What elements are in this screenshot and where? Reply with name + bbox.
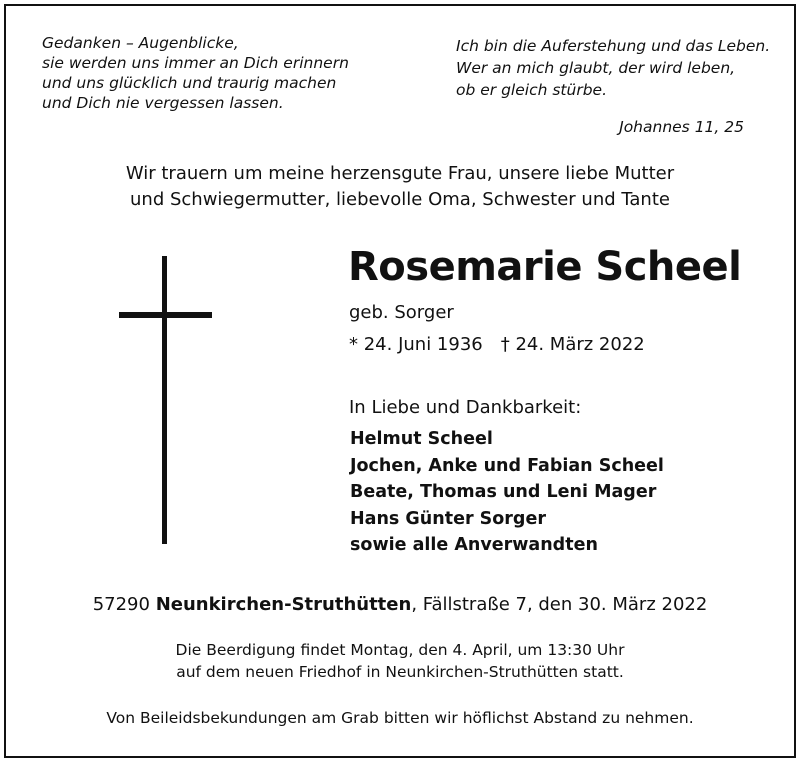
cross-horizontal-bar [119, 312, 212, 318]
funeral-line: Die Beerdigung findet Montag, den 4. April, um 13:30 Uhr [175, 641, 625, 659]
funeral-line: auf dem neuen Friedhof in Neunkirchen-Struthütten statt. [176, 663, 624, 681]
quote-left-line: sie werden uns immer an Dich erinnern [42, 54, 349, 72]
quote-left-line: und Dich nie vergessen lassen. [42, 94, 284, 112]
intro-line: und Schwiegermutter, liebevolle Oma, Schwester und Tante [130, 189, 670, 210]
quote-left-line: und uns glücklich und traurig machen [42, 74, 337, 92]
funeral-info [0, 639, 800, 683]
life-dates [349, 334, 645, 355]
postal-code: 57290 [92, 594, 150, 615]
quote-right [456, 35, 770, 101]
quote-right-line: Ich bin die Auferstehung und das Leben. [456, 37, 771, 55]
death-date: † 24. März 2022 [500, 334, 645, 355]
condolence-note: Von Beileidsbekundungen am Grab bitten wir höflichst Abstand zu nehmen. [106, 709, 694, 727]
address-line [0, 594, 800, 615]
intro-text [0, 161, 800, 213]
mourner-name: Hans Günter Sorger [350, 508, 546, 529]
mourner-name: Jochen, Anke und Fabian Scheel [350, 455, 664, 476]
cross-vertical-bar [162, 256, 167, 544]
mourners-list [350, 426, 664, 559]
birth-date: * 24. Juni 1936 [349, 334, 483, 355]
deceased-name: Rosemarie Scheel [348, 244, 742, 290]
quote-left [42, 33, 349, 113]
quote-reference: Johannes 11, 25 [619, 118, 744, 136]
mourner-name: Beate, Thomas und Leni Mager [350, 482, 657, 502]
mourner-name: Helmut Scheel [350, 429, 493, 449]
mourners-heading: In Liebe und Dankbarkeit: [349, 397, 582, 418]
mourner-name: sowie alle Anverwandten [350, 535, 598, 555]
quote-right-line: ob er gleich stürbe. [456, 81, 607, 99]
address-rest: , Fällstraße 7, den 30. März 2022 [411, 594, 708, 615]
quote-right-line: Wer an mich glaubt, der wird leben, [456, 59, 736, 77]
quote-left-line: Gedanken – Augenblicke, [42, 34, 239, 52]
town-name: Neunkirchen-Struthütten [155, 594, 412, 615]
intro-line: Wir trauern um meine herzensgute Frau, unsere liebe Mutter [125, 163, 675, 184]
maiden-name: geb. Sorger [349, 302, 454, 323]
